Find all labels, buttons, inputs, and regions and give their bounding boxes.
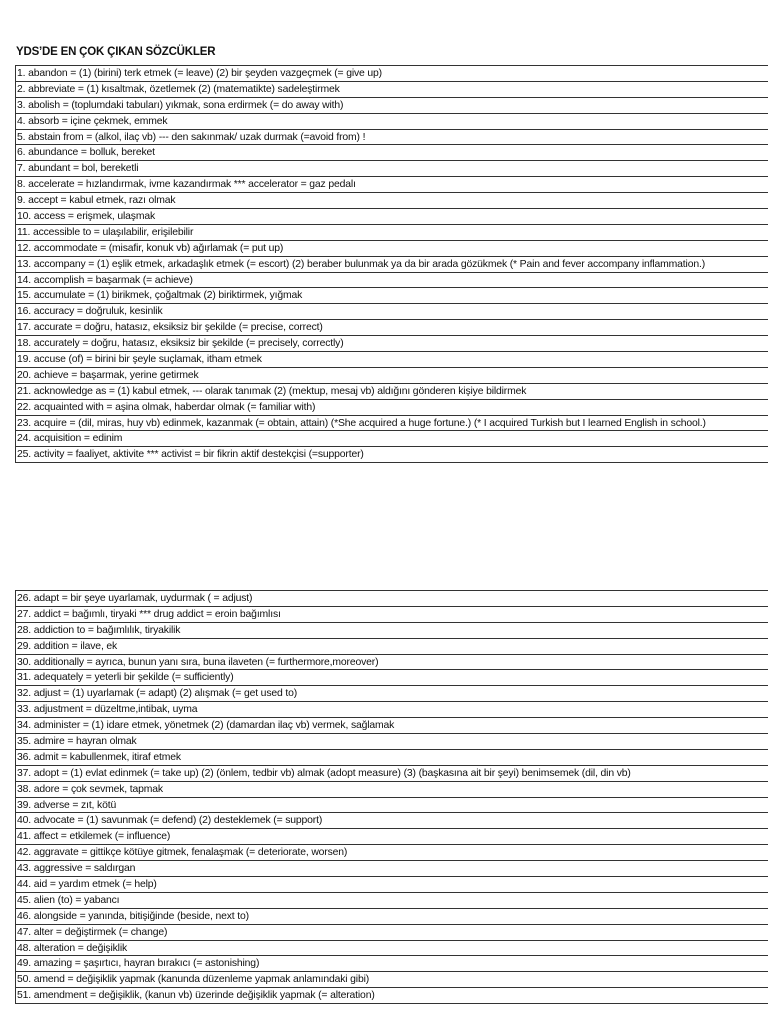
table-row: 51. amendment = değişiklik, (kanun vb) üzerinde değişiklik yapmak (= alteration) <box>15 988 768 1004</box>
table-row: 29. addition = ilave, ek <box>15 639 768 655</box>
table-row: 13. accompany = (1) eşlik etmek, arkadaşlık etmek (= escort) (2) beraber bulunmak ya da bir arada gözükmek (* Pain and fever accompany inflammation.) <box>15 257 768 273</box>
table-row: 46. alongside = yanında, bitişiğinde (beside, next to) <box>15 909 768 925</box>
table-row: 6. abundance = bolluk, bereket <box>15 145 768 161</box>
table-row: 7. abundant = bol, bereketli <box>15 161 768 177</box>
table-row: 23. acquire = (dil, miras, huy vb) edinmek, kazanmak (= obtain, attain) (*She acquired a huge fortune.) (* I acquired Turkish but I learned English in school.) <box>15 416 768 432</box>
vocabulary-table-2 <box>15 590 768 1004</box>
table-row: 5. abstain from = (alkol, ilaç vb) --- den sakınmak/ uzak durmak (=avoid from) ! <box>15 130 768 146</box>
table-row: 43. aggressive = saldırgan <box>15 861 768 877</box>
table-row: 48. alteration = değişiklik <box>15 941 768 957</box>
table-row: 10. access = erişmek, ulaşmak <box>15 209 768 225</box>
table-row: 41. affect = etkilemek (= influence) <box>15 829 768 845</box>
table-row: 11. accessible to = ulaşılabilir, erişilebilir <box>15 225 768 241</box>
table-row: 12. accommodate = (misafir, konuk vb) ağırlamak (= put up) <box>15 241 768 257</box>
table-row: 14. accomplish = başarmak (= achieve) <box>15 273 768 289</box>
table-row: 30. additionally = ayrıca, bunun yanı sıra, buna ilaveten (= furthermore,moreover) <box>15 655 768 671</box>
table-row: 16. accuracy = doğruluk, kesinlik <box>15 304 768 320</box>
table-row: 49. amazing = şaşırtıcı, hayran bırakıcı (= astonishing) <box>15 956 768 972</box>
table-row: 28. addiction to = bağımlılık, tiryakilik <box>15 623 768 639</box>
table-row: 35. admire = hayran olmak <box>15 734 768 750</box>
table-row: 1. abandon = (1) (birini) terk etmek (= leave) (2) bir şeyden vazgeçmek (= give up) <box>15 66 768 82</box>
table-row: 45. alien (to) = yabancı <box>15 893 768 909</box>
table-row: 37. adopt = (1) evlat edinmek (= take up) (2) (önlem, tedbir vb) almak (adopt measure) (3) (başkasına ait bir şeyi) benimsemek (dil, din vb) <box>15 766 768 782</box>
page-title: YDS’DE EN ÇOK ÇIKAN SÖZCÜKLER <box>16 46 216 58</box>
table-row: 21. acknowledge as = (1) kabul etmek, --- olarak tanımak (2) (mektup, mesaj vb) aldığını gönderen kişiye bildirmek <box>15 384 768 400</box>
table-row: 19. accuse (of) = birini bir şeyle suçlamak, itham etmek <box>15 352 768 368</box>
table-row: 25. activity = faaliyet, aktivite *** activist = bir fikrin aktif destekçisi (=supporter) <box>15 447 768 463</box>
table-row: 42. aggravate = gittikçe kötüye gitmek, fenalaşmak (= deteriorate, worsen) <box>15 845 768 861</box>
table-row: 17. accurate = doğru, hatasız, eksiksiz bir şekilde (= precise, correct) <box>15 320 768 336</box>
table-row: 24. acquisition = edinim <box>15 431 768 447</box>
table-row: 4. absorb = içine çekmek, emmek <box>15 114 768 130</box>
table-row: 36. admit = kabullenmek, itiraf etmek <box>15 750 768 766</box>
table-row: 32. adjust = (1) uyarlamak (= adapt) (2) alışmak (= get used to) <box>15 686 768 702</box>
table-row: 44. aid = yardım etmek (= help) <box>15 877 768 893</box>
table-row: 2. abbreviate = (1) kısaltmak, özetlemek (2) (matematikte) sadeleştirmek <box>15 82 768 98</box>
table-row: 31. adequately = yeterli bir şekilde (= sufficiently) <box>15 670 768 686</box>
table-row: 20. achieve = başarmak, yerine getirmek <box>15 368 768 384</box>
table-row: 40. advocate = (1) savunmak (= defend) (2) desteklemek (= support) <box>15 813 768 829</box>
table-row: 18. accurately = doğru, hatasız, eksiksiz bir şekilde (= precisely, correctly) <box>15 336 768 352</box>
table-row: 33. adjustment = düzeltme,intibak, uyma <box>15 702 768 718</box>
table-row: 50. amend = değişiklik yapmak (kanunda düzenleme yapmak anlamındaki gibi) <box>15 972 768 988</box>
table-row: 27. addict = bağımlı, tiryaki *** drug addict = eroin bağımlısı <box>15 607 768 623</box>
table-row: 47. alter = değiştirmek (= change) <box>15 925 768 941</box>
vocabulary-table-1 <box>15 65 768 463</box>
table-row: 34. administer = (1) idare etmek, yönetmek (2) (damardan ilaç vb) vermek, sağlamak <box>15 718 768 734</box>
table-row: 15. accumulate = (1) birikmek, çoğaltmak (2) biriktirmek, yığmak <box>15 288 768 304</box>
table-row: 26. adapt = bir şeye uyarlamak, uydurmak ( = adjust) <box>15 591 768 607</box>
table-row: 38. adore = çok sevmek, tapmak <box>15 782 768 798</box>
table-row: 8. accelerate = hızlandırmak, ivme kazandırmak *** accelerator = gaz pedalı <box>15 177 768 193</box>
table-row: 3. abolish = (toplumdaki tabuları) yıkmak, sona erdirmek (= do away with) <box>15 98 768 114</box>
table-row: 22. acquainted with = aşina olmak, haberdar olmak (= familiar with) <box>15 400 768 416</box>
table-row: 9. accept = kabul etmek, razı olmak <box>15 193 768 209</box>
table-row: 39. adverse = zıt, kötü <box>15 798 768 814</box>
